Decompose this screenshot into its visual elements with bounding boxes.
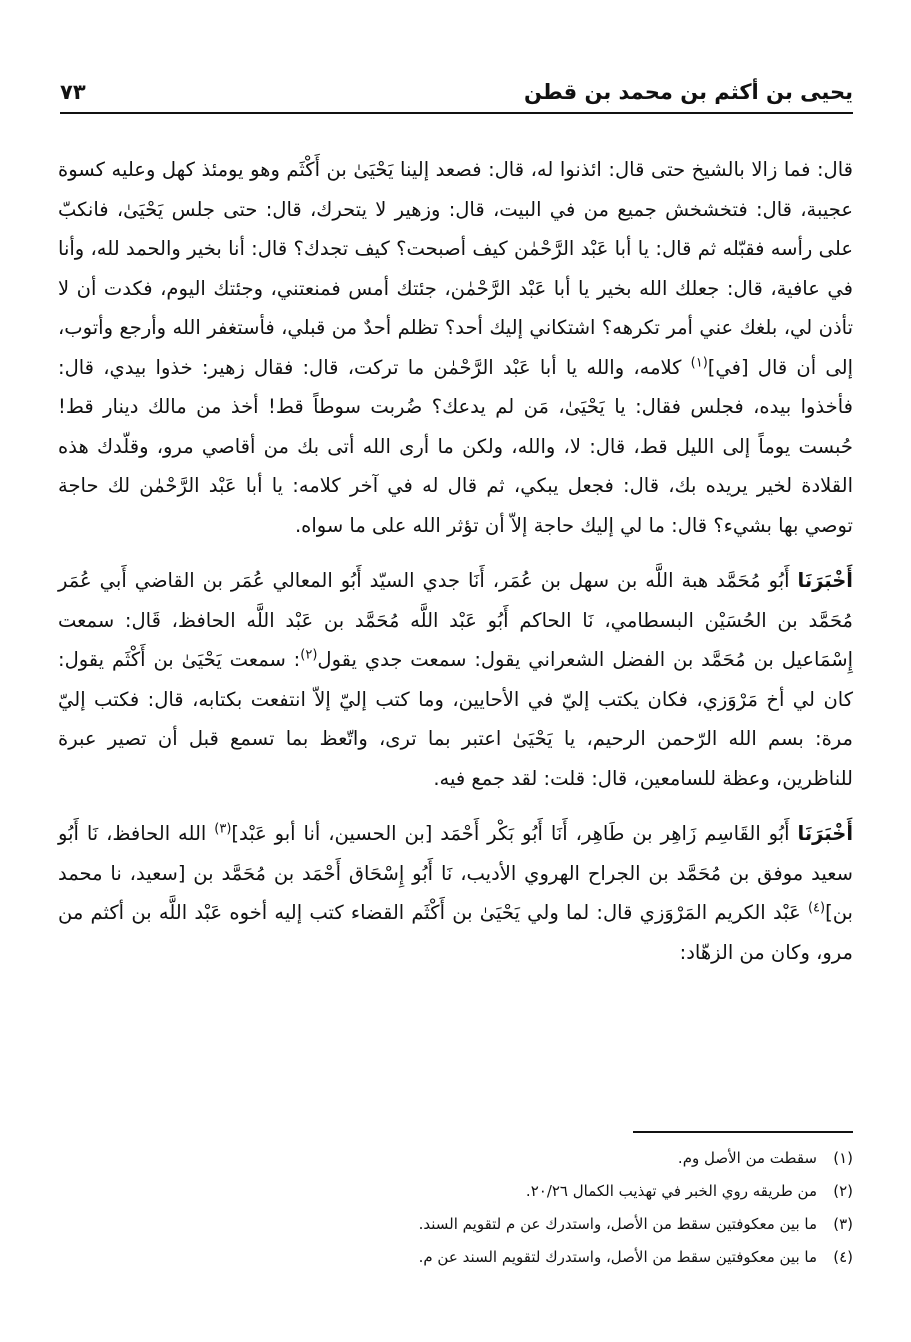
footnote-text: من طريقه روي الخبر في تهذيب الكمال ٢٠/٢٦. xyxy=(525,1182,817,1200)
paragraph-text: عَبْد الكريم المَرْوَزي قال: لما ولي يَحْيَىٰ بن أَكْثَم القضاء كتب إليه أخوه عَبْد اللَّه بن أكثم من مرو، وكان من الزهّاد: xyxy=(58,901,853,964)
footnote-ref-2: (٢) xyxy=(300,647,318,663)
footnote-item xyxy=(58,1175,853,1208)
footnote-ref-1: (١) xyxy=(690,355,708,370)
footnote-text: ما بين معكوفتين سقط من الأصل، واستدرك عن م لتقويم السند. xyxy=(418,1215,817,1233)
paragraph-2 xyxy=(58,561,853,798)
footnote-item xyxy=(58,1142,853,1175)
paragraph-3 xyxy=(58,814,853,972)
paragraph-text: : سمعت يَحْيَىٰ بن أَكْثَم يقول: كان لي أخ مَرْوَزي، فكان يكتب إليّ في الأحايين، وما كتب إليّ إلاّ انتفعت بكتابه، قال: فكتب إليّ مرة: بسم الله الرّحمن الرحيم، يا يَحْيَىٰ اعتبر بما ترى، واتّعظ بما تسمع قبل أن تصير عبرة للناظرين، وعظة للسامعين، قال: قلت: لقد جمع فيه. xyxy=(58,648,853,790)
paragraph-text: أَبُو مُحَمَّد هبة اللَّه بن سهل بن عُمَر، أَنَا جدي السيّد أَبُو المعالي عُمَر بن القاضي أَبي عُمَر مُحَمَّد بن الحُسَيْن البسطامي، نَا الحاكم أَبُو عَبْد اللَّه مُحَمَّد بن عَبْد اللَّه الحافظ، قَال: سمعت إِسْمَاعيل بن مُحَمَّد بن الفضل الشعراني يقول: سمعت جدي يقول xyxy=(58,569,853,671)
footnotes xyxy=(58,1142,853,1274)
paragraph-text: أَبُو القَاسِم زَاهِر بن طَاهِر، أَنَا أَبُو بَكْر أَحْمَد [بن الحسين، أنا أبو عَبْد] xyxy=(231,822,798,845)
running-head-title: يحيى بن أكثم بن محمد بن قطن xyxy=(524,80,853,104)
paragraph-text: قال: فما زالا بالشيخ حتى قال: ائذنوا له، قال: فصعد إلينا يَحْيَىٰ بن أَكْثَم وهو يومئذ كهل وعليه كسوة عجيبة، قال: فتخشخش جميع من في البيت، قال: وزهير لا يتحرك، قال: حتى جلس يَحْيَىٰ، فانكبّ على رأسه فقبّله ثم قال: يا أبا عَبْد الرَّحْمٰن كيف أصبحت؟ كيف تجدك؟ قال: أنا بخير والحمد لله، وأنا في عافية، قال: جعلك الله بخير يا أبا عَبْد الرَّحْمٰن، جئتك أمس فمنعتني، وجئتك اليوم، فكدت أن لا تأذن لي، بلغك عني أمر تكرهه؟ اشتكاني إليك أحد؟ تظلم أحدٌ من قبلي، فأستغفر الله وأرجع وأتوب، إلى أن قال [في] xyxy=(58,158,853,379)
footnote-text: ما بين معكوفتين سقط من الأصل، واستدرك لتقويم السند عن م. xyxy=(418,1248,817,1266)
paragraph-lead-word: أَخْبَرَنَا xyxy=(797,569,853,592)
footnote-number: (٢) xyxy=(833,1182,853,1200)
footnote-number: (١) xyxy=(833,1149,853,1167)
body-text xyxy=(58,150,853,972)
footnote-number: (٣) xyxy=(833,1215,853,1233)
footnote-divider xyxy=(633,1131,853,1133)
paragraph-1 xyxy=(58,150,853,545)
paragraph-text: كلامه، والله يا أبا عَبْد الرَّحْمٰن ما تركت، قال: فقال زهير: خذوا بيدي، قال: فأخذوا بيده، فجلس فقال: يا يَحْيَىٰ، مَن لم يدعك؟ ضُربت سوطاً قط! أخذ من مالك دينار قط! حُبست يوماً إلى الليل قط، قال: لا، والله، ولكن ما أرى الله أتى بك من أقاصي مرو، وقلّدك هذه القلادة لخير يريده بك، قال: فجعل يبكي، ثم قال له في آخر كلامه: يا أبا عَبْد الرَّحْمٰن لك حاجة توصي بها بشيء؟ قال: ما لي إليك حاجة إلاّ أن تؤثر الله على ما سواه. xyxy=(58,355,853,537)
footnote-ref-4: (٤) xyxy=(807,900,826,916)
page-number: ٧٣ xyxy=(60,80,86,104)
paragraph-lead-word: أَخْبَرَنَا xyxy=(797,822,854,845)
footnote-item xyxy=(58,1208,853,1241)
running-head xyxy=(60,78,853,114)
footnote-item xyxy=(58,1241,853,1274)
footnote-number: (٤) xyxy=(833,1248,853,1266)
paragraph-text: الله الحافظ، نَا أَبُو سعيد موفق بن مُحَمَّد بن الجراح الهروي الأديب، نَا أَبُو إِسْحَاق أَحْمَد بن مُحَمَّد بن [سعيد، نا محمد بن] xyxy=(58,822,853,924)
footnote-text: سقطت من الأصل وم. xyxy=(677,1149,817,1167)
footnote-ref-3: (٣) xyxy=(214,821,232,837)
